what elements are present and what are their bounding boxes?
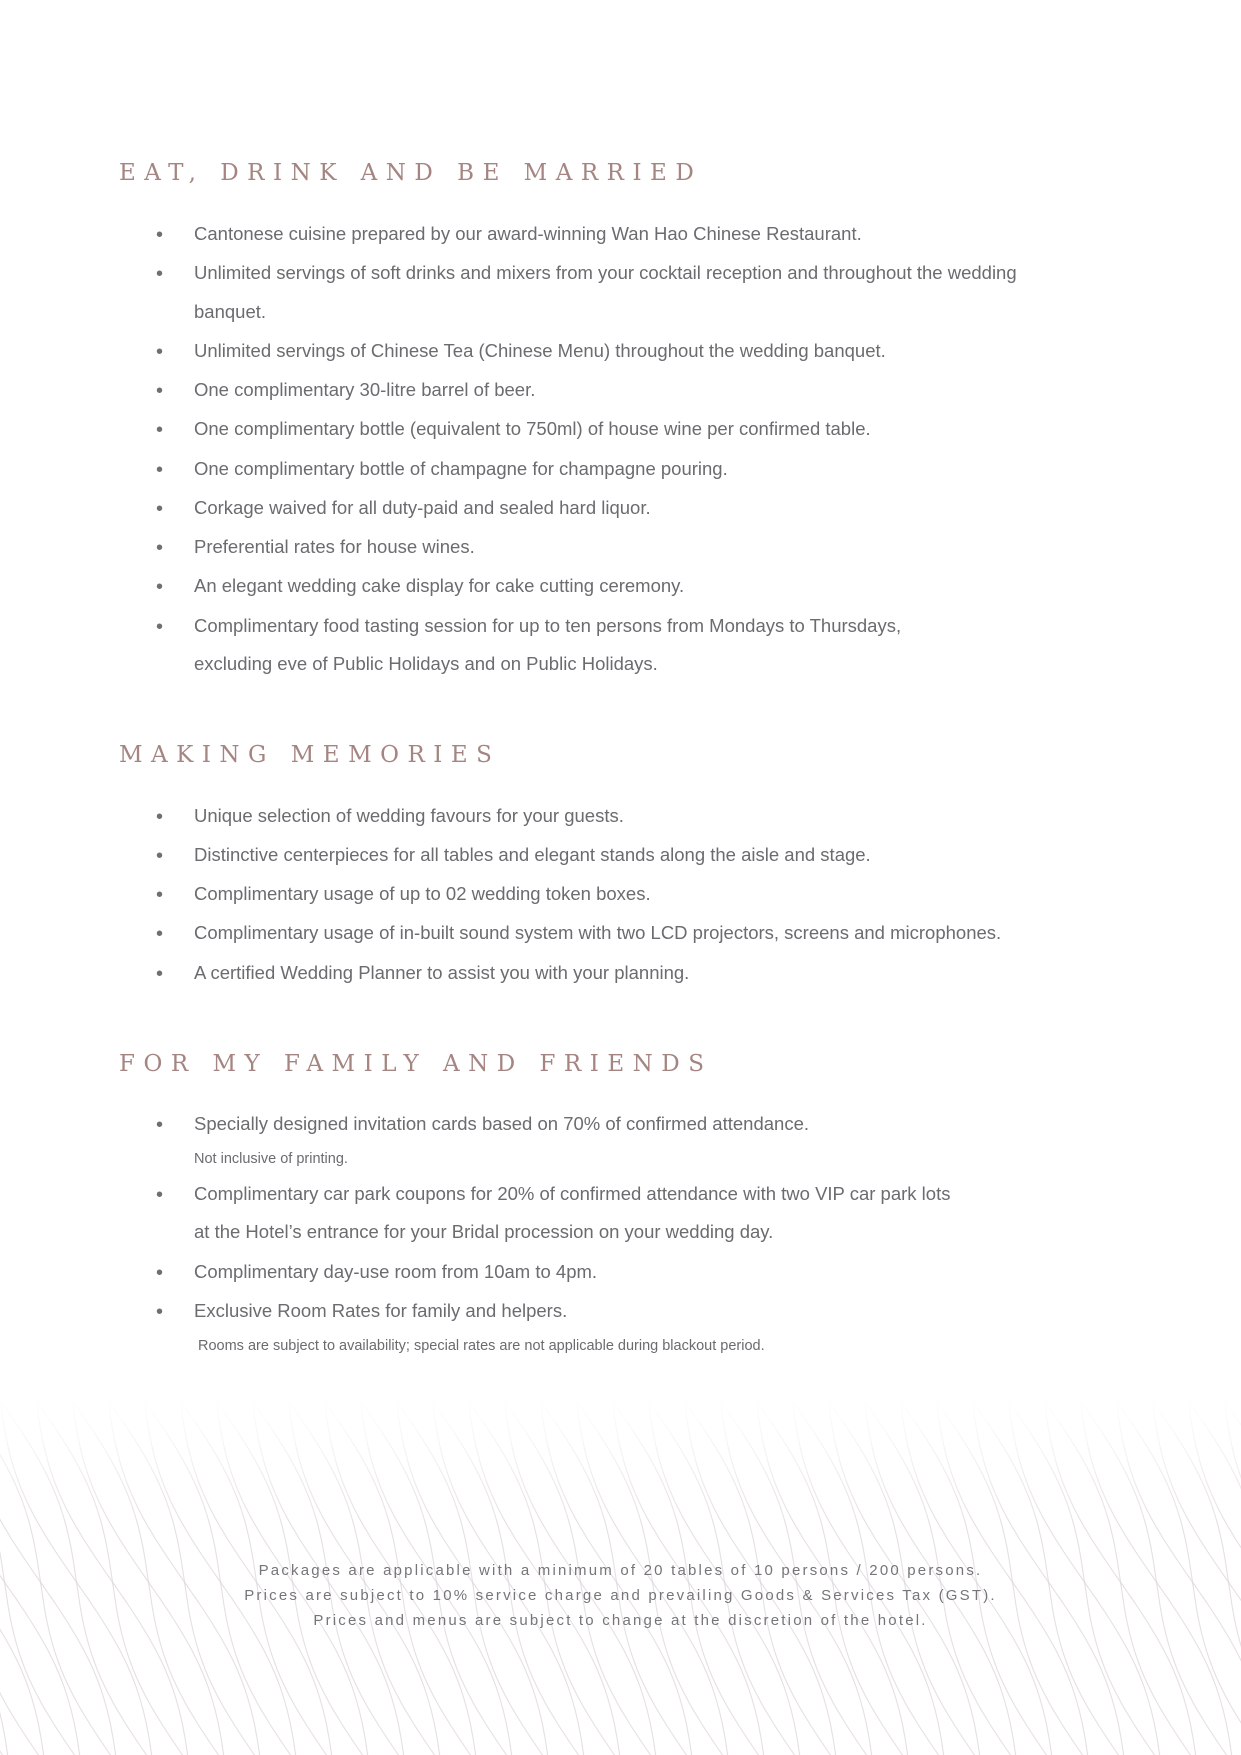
item-text: Complimentary food tasting session for up to ten persons from Mondays to Thursdays, [194, 615, 902, 636]
item-text: Complimentary usage of up to 02 wedding token boxes. [194, 883, 651, 904]
bullet-icon: • [156, 1301, 164, 1323]
bullet-icon: • [156, 845, 164, 867]
item-text: One complimentary bottle (equivalent to 750ml) of house wine per confirmed table. [194, 418, 871, 439]
section-title-eat-drink: EAT, DRINK AND BE MARRIED [119, 160, 703, 186]
item-text: Unlimited servings of soft drinks and mixers from your cocktail reception and throughout the wedding [194, 262, 1017, 283]
item-text: An elegant wedding cake display for cake cutting ceremony. [194, 575, 685, 596]
item-text-continued: banquet. [194, 301, 267, 322]
footer-terms-line: Prices and menus are subject to change at the discretion of the hotel. [313, 1612, 928, 1629]
bullet-icon: • [156, 263, 164, 285]
item-text: Specially designed invitation cards based on 70% of confirmed attendance. [194, 1113, 809, 1134]
item-text: Complimentary car park coupons for 20% of confirmed attendance with two VIP car park lots [194, 1183, 951, 1204]
item-text: One complimentary 30-litre barrel of beer. [194, 379, 536, 400]
bullet-icon: • [156, 806, 164, 828]
bullet-icon: • [156, 537, 164, 559]
item-text: Exclusive Room Rates for family and helpers. [194, 1300, 568, 1321]
bullet-icon: • [156, 498, 164, 520]
item-text: Complimentary day-use room from 10am to 4pm. [194, 1261, 598, 1282]
item-text-continued: excluding eve of Public Holidays and on Public Holidays. [194, 653, 658, 674]
item-text-continued: at the Hotel’s entrance for your Bridal procession on your wedding day. [194, 1221, 774, 1242]
item-text: A certified Wedding Planner to assist you with your planning. [194, 962, 690, 983]
item-note: Not inclusive of printing. [194, 1151, 348, 1167]
footer-terms-line: Packages are applicable with a minimum of 20 tables of 10 persons / 200 persons. [258, 1562, 983, 1579]
item-text: Unlimited servings of Chinese Tea (Chinese Menu) throughout the wedding banquet. [194, 340, 886, 361]
section-title-family-friends: FOR MY FAMILY AND FRIENDS [119, 1051, 713, 1077]
bullet-icon: • [156, 1184, 164, 1206]
bullet-icon: • [156, 224, 164, 246]
bullet-icon: • [156, 923, 164, 945]
item-text: Cantonese cuisine prepared by our award-winning Wan Hao Chinese Restaurant. [194, 223, 862, 244]
item-text: One complimentary bottle of champagne for champagne pouring. [194, 458, 728, 479]
bullet-icon: • [156, 963, 164, 985]
bullet-icon: • [156, 884, 164, 906]
item-text: Unique selection of wedding favours for your guests. [194, 805, 624, 826]
item-text: Complimentary usage of in-built sound system with two LCD projectors, screens and microphones. [194, 922, 1002, 943]
bullet-icon: • [156, 1262, 164, 1284]
bullet-icon: • [156, 459, 164, 481]
footer-terms-line: Prices are subject to 10% service charge and prevailing Goods & Services Tax (GST). [244, 1587, 997, 1604]
item-text: Corkage waived for all duty-paid and sealed hard liquor. [194, 497, 651, 518]
bullet-icon: • [156, 419, 164, 441]
item-note: Rooms are subject to availability; special rates are not applicable during blackout period. [198, 1338, 765, 1354]
section-title-making-memories: MAKING MEMORIES [119, 742, 501, 768]
item-text: Distinctive centerpieces for all tables and elegant stands along the aisle and stage. [194, 844, 871, 865]
bullet-icon: • [156, 341, 164, 363]
bullet-icon: • [156, 380, 164, 402]
bullet-icon: • [156, 576, 164, 598]
bullet-icon: • [156, 1114, 164, 1136]
item-text: Preferential rates for house wines. [194, 536, 475, 557]
bullet-icon: • [156, 616, 164, 638]
